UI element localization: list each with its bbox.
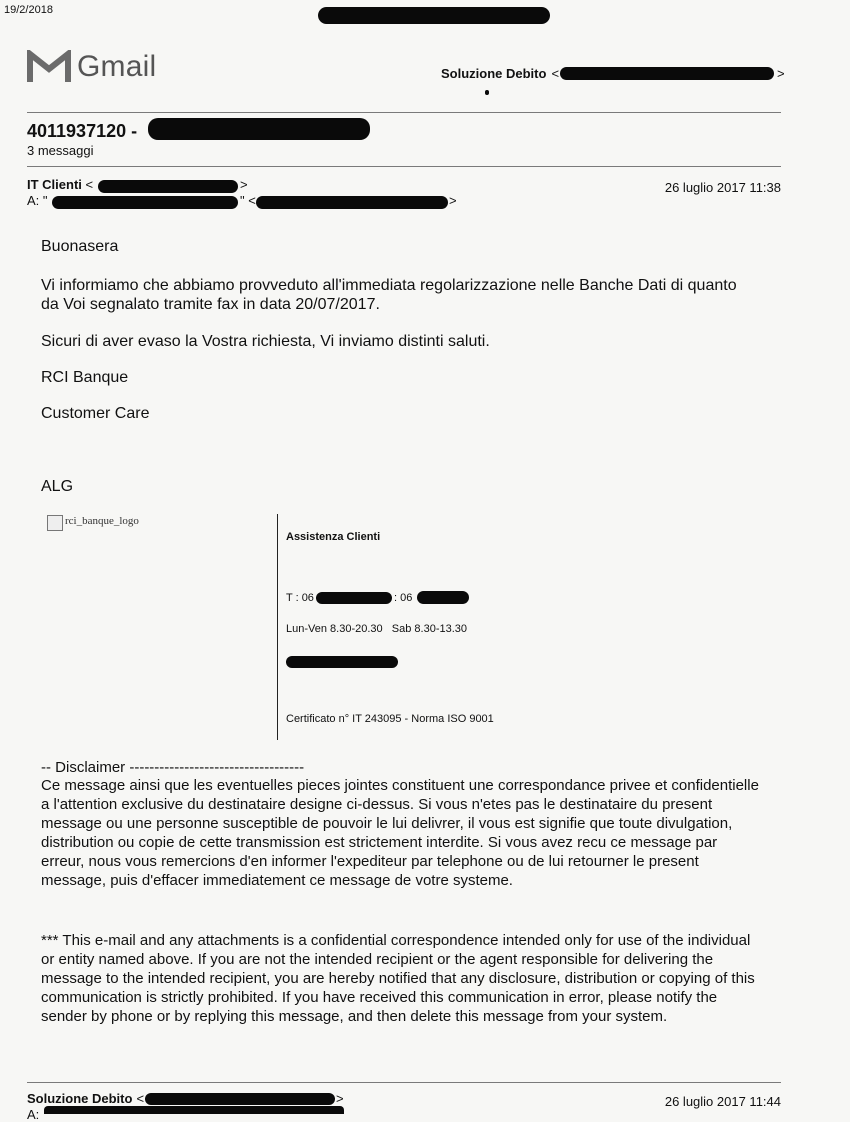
redacted-title bbox=[318, 7, 550, 24]
recipient-close-bracket: > bbox=[449, 193, 457, 208]
message2-recipient-label: A: bbox=[27, 1107, 40, 1122]
signature-hours: Lun-Ven 8.30-20.30 Sab 8.30-13.30 bbox=[286, 623, 468, 635]
gmail-logo-text: Gmail bbox=[77, 50, 157, 83]
message-count: 3 messaggi bbox=[27, 143, 94, 158]
department: Customer Care bbox=[41, 405, 150, 422]
redacted-sender-email bbox=[98, 180, 238, 193]
redacted-message2-email bbox=[145, 1093, 335, 1105]
redacted-recipient-name bbox=[52, 196, 238, 209]
print-date: 19/2/2018 bbox=[4, 4, 53, 16]
redacted-subject bbox=[148, 118, 370, 140]
body-paragraph-2: Sicuri di aver evaso la Vostra richiesta, Vi inviamo distinti saluti. bbox=[41, 333, 490, 350]
thread-subject: 4011937120 - bbox=[27, 121, 138, 141]
sender-name: IT Clienti bbox=[27, 177, 82, 192]
message2-sender-name: Soluzione Debito bbox=[27, 1091, 133, 1106]
broken-image-icon bbox=[47, 515, 63, 531]
message2-date: 26 luglio 2017 11:44 bbox=[664, 1094, 781, 1109]
recipient-mid: " < bbox=[240, 193, 256, 208]
message-recipient bbox=[27, 193, 48, 208]
redacted-fax bbox=[417, 591, 469, 604]
disclaimer-english: *** This e-mail and any attachments is a confidential correspondence intended only for use of the individual or entity named above. If you are not the intended recipient or the agent responsible for delivering the message to the intended recipient, you are hereby notified that any disclosure, distribution or copying of this communication is strictly prohibited. If you have received this communication in error, please notify the sender by phone or by replying this message, and then delete this message from your system. bbox=[41, 932, 755, 1025]
account-open-bracket: < bbox=[551, 66, 560, 81]
account-close-bracket: > bbox=[777, 66, 785, 81]
account-header bbox=[441, 66, 785, 81]
greeting: Buonasera bbox=[41, 238, 119, 255]
sender-open-bracket: < bbox=[85, 177, 94, 192]
signature-phone bbox=[286, 592, 314, 604]
message-sender bbox=[27, 177, 93, 192]
gmail-logo bbox=[27, 50, 156, 84]
redacted-message2-recipient bbox=[44, 1106, 344, 1114]
redacted-signature-line bbox=[286, 656, 398, 668]
message2-close-bracket: > bbox=[336, 1091, 344, 1106]
disclaimer-french: Ce message ainsi que les eventuelles pieces jointes constituent une correspondance privee et confidentielle a l'attention exclusive du destinataire designe ci-dessus. Si vous n'etes pas le destinataire du present message ou une personne susceptible de pouvoir le lui delivrer, il vous est signifie que toute divulgation, distribution ou copie de cette transmission est strictement interdite. Si vous avez recu ce message par erreur, nous vous remercions d'en informer l'expediteur par telephone ou de lui retourner le present message, puis d'effacer immediatement ce message de votre systeme. bbox=[41, 777, 759, 889]
account-name: Soluzione Debito bbox=[441, 66, 547, 81]
company-name: RCI Banque bbox=[41, 369, 129, 386]
redacted-account-email bbox=[560, 67, 774, 80]
message2-sender bbox=[27, 1091, 344, 1106]
sender-close-bracket: > bbox=[240, 177, 248, 192]
redacted-recipient-email bbox=[256, 196, 448, 209]
disclaimer-heading: -- Disclaimer ----------------------------------- bbox=[41, 759, 305, 776]
signature-divider bbox=[277, 514, 278, 740]
recipient-label: A: " bbox=[27, 193, 48, 208]
message-divider bbox=[27, 1082, 781, 1083]
thread-divider bbox=[27, 166, 781, 167]
redacted-phone bbox=[316, 592, 392, 604]
scan-speck bbox=[485, 90, 489, 95]
signature-title: Assistenza Clienti bbox=[286, 531, 381, 543]
header-divider bbox=[27, 112, 781, 113]
signature-certificate: Certificato n° IT 243095 - Norma ISO 9001 bbox=[286, 713, 494, 725]
phone-label: T : 06 bbox=[286, 592, 314, 604]
message-date: 26 luglio 2017 11:38 bbox=[664, 180, 781, 195]
broken-logo-image bbox=[47, 515, 139, 531]
message2-open-bracket: < bbox=[136, 1091, 145, 1106]
body-paragraph-1: Vi informiamo che abbiamo provveduto all'immediata regolarizzazione nelle Banche Dati di quanto da Voi segnalato tramite fax in data 20/07/2017. bbox=[41, 277, 737, 313]
logo-alt-text: rci_banque_logo bbox=[65, 515, 139, 527]
initials: ALG bbox=[41, 478, 74, 495]
gmail-envelope-icon bbox=[27, 50, 71, 84]
fax-label: : 06 bbox=[394, 592, 413, 604]
